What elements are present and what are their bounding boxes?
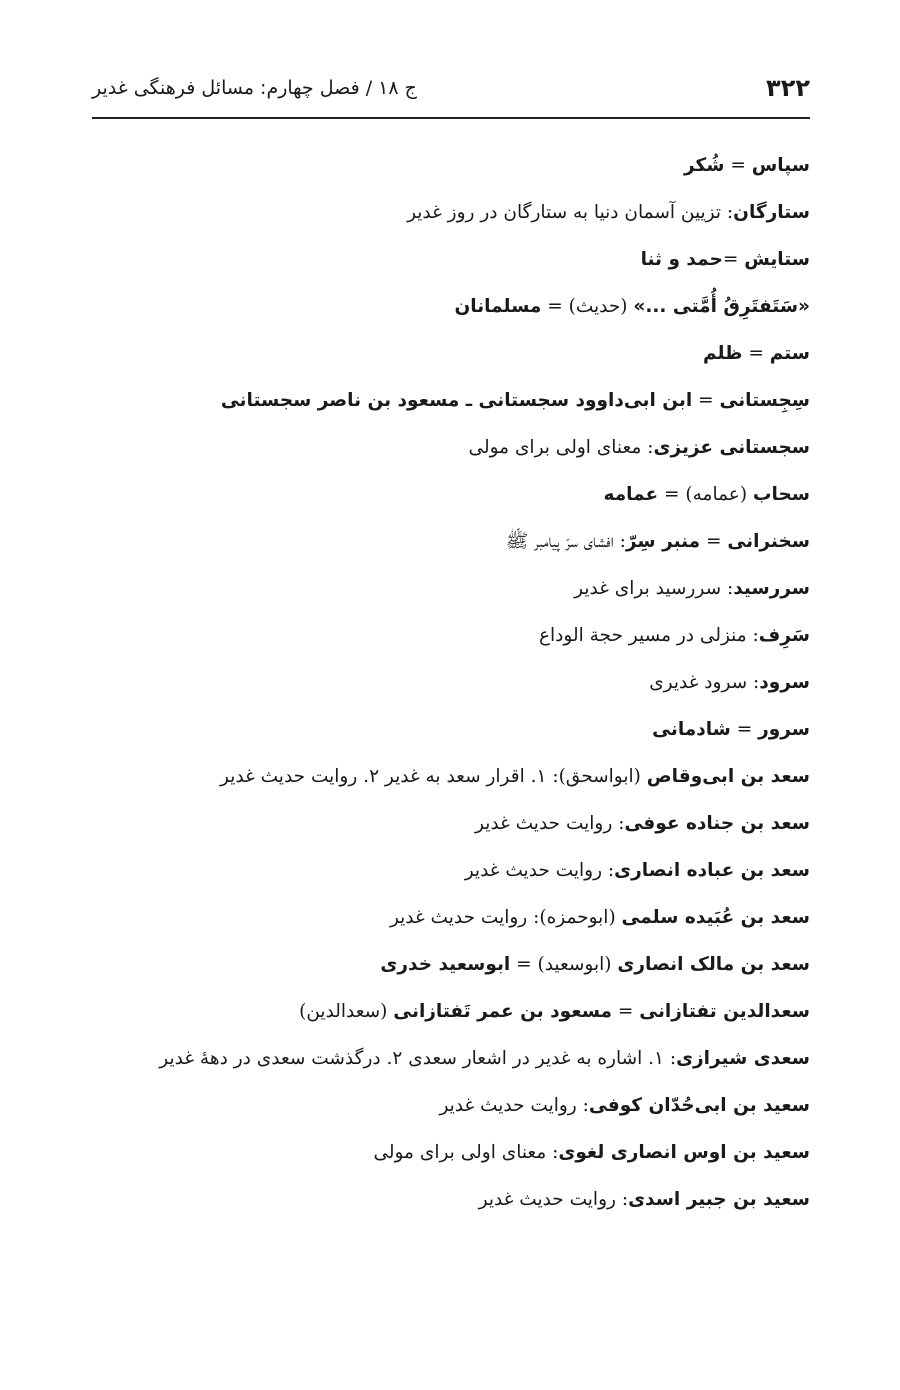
entry-description: : افشای سرّ پیامبر ﷺ xyxy=(505,531,626,552)
entry-term: سعید بن جبیر اسدی xyxy=(628,1189,810,1210)
list-item xyxy=(92,894,810,941)
entry-separator: : xyxy=(747,672,760,693)
entry-term: سِجِستانی xyxy=(719,390,810,411)
list-item xyxy=(92,471,810,518)
entry-description: سررسید برای غدیر xyxy=(574,578,722,599)
entry-description: (سعدالدین) xyxy=(299,1001,394,1022)
entry-term: سعد بن مالک انصاری xyxy=(617,954,810,975)
entry-reference: حمد و ثنا xyxy=(640,249,723,270)
list-item xyxy=(92,1035,810,1082)
entry-term: «سَتَفتَرِقُ أُمَّتی ...» xyxy=(633,296,810,317)
entry-reference: ابن ابی‌داوود سجستانی ـ مسعود بن ناصر سجستانی xyxy=(220,390,693,411)
entry-separator: = xyxy=(724,155,752,176)
entry-term: سعید بن ابی‌حُدّان کوفی xyxy=(588,1095,810,1116)
list-item xyxy=(92,1082,810,1129)
entry-term: ستم xyxy=(769,343,810,364)
entry-term: سجستانی عزیزی xyxy=(653,437,810,458)
entry-separator: : xyxy=(641,437,654,458)
entry-reference: شُکر xyxy=(684,155,725,176)
entry-description: ۱. اقرار سعد به غدیر ۲. روایت حدیث غدیر xyxy=(220,766,547,787)
entry-term: ستارگان xyxy=(733,202,810,223)
entry-separator: = xyxy=(611,1001,640,1022)
header-rule xyxy=(92,117,810,119)
list-item xyxy=(92,988,810,1035)
list-item xyxy=(92,706,810,753)
entry-description: روایت حدیث غدیر xyxy=(389,907,528,928)
entry-separator: : xyxy=(721,578,734,599)
entry-term: سرود xyxy=(759,672,810,693)
list-item xyxy=(92,659,810,706)
entry-separator: (عمامه) = xyxy=(658,484,753,505)
entry-description: روایت حدیث غدیر xyxy=(439,1095,577,1116)
entry-separator: (ابواسحق): xyxy=(546,766,647,787)
page-header xyxy=(92,68,810,108)
list-item xyxy=(92,424,810,471)
list-item xyxy=(92,377,810,424)
entry-term: سعید بن اوس انصاری لغوی xyxy=(558,1142,810,1163)
entry-description: روایت حدیث غدیر xyxy=(464,860,603,881)
list-item xyxy=(92,565,810,612)
entry-description: ۱. اشاره به غدیر در اشعار سعدی ۲. درگذشت سعدی در دهۀ غدیر xyxy=(159,1048,664,1069)
running-title: ج ۱۸ / فصل چهارم: مسائل فرهنگی غدیر xyxy=(92,77,417,99)
entry-separator: : xyxy=(546,1142,559,1163)
list-item xyxy=(92,518,810,565)
entry-reference: ظلم xyxy=(702,343,743,364)
entry-separator: : xyxy=(663,1048,677,1069)
list-item xyxy=(92,1176,810,1223)
list-item xyxy=(92,142,810,189)
entry-term: سرور xyxy=(758,719,810,740)
entry-term: سعد بن ابی‌وقاص xyxy=(646,766,810,787)
entry-separator: : xyxy=(602,860,615,881)
list-item xyxy=(92,330,810,377)
entry-separator: : xyxy=(746,625,759,646)
entry-term: سررسید xyxy=(733,578,810,599)
entry-reference: شادمانی xyxy=(652,719,731,740)
entry-separator: = xyxy=(722,249,745,270)
entry-description: منزلی در مسیر حجة الوداع xyxy=(538,625,747,646)
entry-term: سعدی شیرازی xyxy=(676,1048,810,1069)
glossary-entries xyxy=(92,142,810,1223)
entry-description: روایت حدیث غدیر xyxy=(475,813,613,834)
entry-description: سرود غدیری xyxy=(649,672,748,693)
entry-separator: = xyxy=(700,531,728,552)
entry-term: سعد بن عباده انصاری xyxy=(614,860,810,881)
entry-reference: مسعود بن عمر تَفتازانی xyxy=(393,1001,612,1022)
entry-separator: = xyxy=(730,719,759,740)
entry-term: سَرِف xyxy=(758,625,810,646)
list-item xyxy=(92,1129,810,1176)
entry-separator: = xyxy=(742,343,770,364)
list-item xyxy=(92,753,810,800)
list-item xyxy=(92,800,810,847)
entry-description: معنای اولی برای مولی xyxy=(468,437,642,458)
list-item xyxy=(92,236,810,283)
entry-separator: = xyxy=(692,390,720,411)
page-number: ۳۲۲ xyxy=(766,74,810,102)
entry-description: روایت حدیث غدیر xyxy=(478,1189,616,1210)
entry-term: سپاس xyxy=(751,155,810,176)
list-item xyxy=(92,189,810,236)
entry-term: سعد بن جناده عوفی xyxy=(624,813,810,834)
entry-term: سحاب xyxy=(752,484,810,505)
entry-separator: (ابوحمزه): xyxy=(527,907,622,928)
entry-term: سخنرانی xyxy=(727,531,810,552)
entry-reference: منبر سِرّ xyxy=(625,531,701,552)
entry-separator: : xyxy=(721,202,734,223)
entry-separator: (ابوسعید) = xyxy=(510,954,618,975)
entry-description: معنای اولی برای مولی xyxy=(373,1142,547,1163)
entry-term: سعد بن عُبَیده سلمی xyxy=(621,907,810,928)
entry-term: ستایش xyxy=(744,249,810,270)
entry-term: سعدالدین تفتازانی xyxy=(639,1001,810,1022)
entry-reference: ابوسعید خدری xyxy=(380,954,511,975)
list-item xyxy=(92,847,810,894)
entry-separator: : xyxy=(612,813,625,834)
entry-description: تزیین آسمان دنیا به ستارگان در روز غدیر xyxy=(407,202,722,223)
list-item xyxy=(92,283,810,330)
entry-reference: مسلمانان xyxy=(454,296,542,317)
entry-separator: (حدیث) = xyxy=(541,296,634,317)
list-item xyxy=(92,941,810,988)
list-item xyxy=(92,612,810,659)
entry-separator: : xyxy=(576,1095,589,1116)
entry-separator: : xyxy=(615,1189,629,1210)
entry-reference: عمامه xyxy=(603,484,659,505)
